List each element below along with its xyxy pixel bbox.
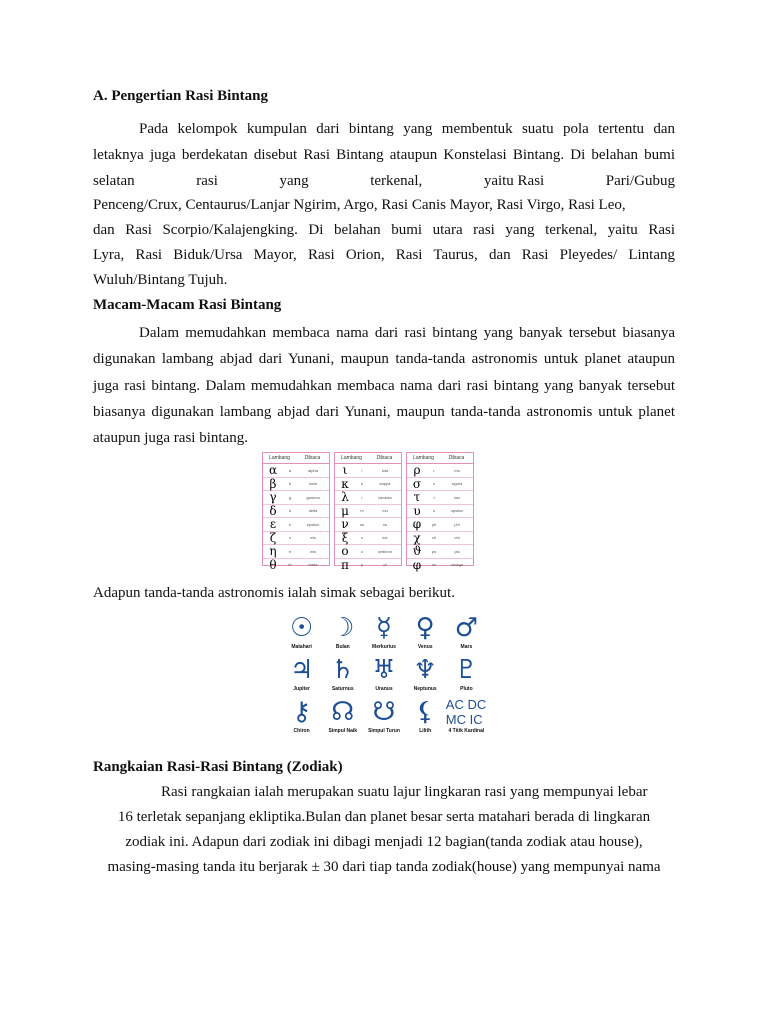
astro-symbol-label: Pluto <box>460 686 473 692</box>
greek-letter-symbol: κ <box>341 476 349 491</box>
greek-letter-abbrev: m <box>360 508 364 514</box>
astro-symbol-cell <box>322 650 363 692</box>
greek-letter-abbrev: s <box>433 481 435 487</box>
astro-symbol-cell <box>405 650 446 692</box>
section-heading-b: Macam-Macam Rasi Bintang <box>93 297 282 313</box>
section-heading-a: A. Pengertian Rasi Bintang <box>93 88 269 104</box>
header-read: Dibaca <box>304 455 321 461</box>
greek-letter-symbol: φ <box>412 517 422 532</box>
astro-symbol-label: Venus <box>417 644 433 650</box>
venus-icon: ♀ <box>415 613 435 643</box>
greek-letter-name: eta <box>310 535 316 541</box>
greek-letter-abbrev: k <box>361 481 363 487</box>
astro-symbol-label: Saturnus <box>331 686 354 692</box>
greek-letter-name: delta <box>308 508 318 514</box>
astro-intro-text: Adapun tanda-tanda astronomis ialah simak sebagai berikut. <box>93 585 455 601</box>
greek-table-row <box>335 505 401 519</box>
saturn-icon: ♄ <box>331 655 355 685</box>
greek-letter-name: pi <box>383 562 387 568</box>
greek-letter-abbrev: g <box>288 494 292 500</box>
astro-symbol-cell <box>322 608 363 650</box>
greek-letter-name: omega <box>450 562 464 568</box>
greek-letter-symbol: μ <box>341 503 349 518</box>
greek-letter-symbol: ι <box>342 463 348 478</box>
greek-letter-name: beta <box>309 481 317 487</box>
para1-line3-word: rasi <box>196 173 218 189</box>
north-node-icon: ☊ <box>331 697 355 727</box>
astro-symbol-label: Merkurius <box>372 644 396 650</box>
greek-table-row <box>407 491 473 505</box>
cardinal-points-icon: AC DC MC IC <box>445 697 487 727</box>
greek-table-row <box>407 478 473 492</box>
astro-symbol-label: Chiron <box>293 728 310 734</box>
greek-letter-abbrev: ps <box>431 548 437 554</box>
para2-text: Dalam memudahkan membaca nama dari rasi bintang yang banyak tersebut biasanya digunakan lambang abjad dari Yunani, maupun tanda-tanda astronomis untuk planet ataupun juga rasi bintang. Dalam memudahkan membaca nama dari rasi bintang yang banyak tersebut biasanya digunakan lambang abjad dari Yunani, maupun tanda-tanda astronomis untuk planet ataupun juga rasi bintang. <box>93 325 675 447</box>
greek-letter-name: chi <box>454 535 460 541</box>
greek-table-row <box>335 478 401 492</box>
astro-symbol-label: Matahari <box>291 644 312 650</box>
greek-letter-name: eta <box>310 548 316 554</box>
greek-table-row <box>407 532 473 546</box>
greek-letter-name: epsilon <box>306 521 320 527</box>
pluto-icon: ♇ <box>454 655 479 685</box>
greek-letter-abbrev: t <box>433 494 435 500</box>
greek-table-row <box>335 532 401 546</box>
greek-table-row <box>407 464 473 478</box>
greek-table-column <box>334 452 402 572</box>
greek-letter-name: rho <box>454 467 460 473</box>
greek-letter-abbrev: ch <box>431 535 437 541</box>
astronomical-symbols-figure <box>281 608 487 734</box>
greek-letter-symbol: υ <box>413 503 421 518</box>
greek-table-row <box>263 518 329 532</box>
para1-line3-word: terkenal, <box>370 173 423 189</box>
greek-table-row <box>407 505 473 519</box>
astro-symbol-label: Neptunus <box>413 686 437 692</box>
greek-table-row <box>335 464 401 478</box>
neptune-icon: ♆ <box>413 655 437 685</box>
para1-line5: dan Rasi Scorpio/Kalajengking. Di belahan bumi utara rasi yang terkenal, yaitu Rasi <box>93 222 675 238</box>
astro-symbol-label: Jupiter <box>293 686 310 692</box>
astro-symbol-cell <box>405 608 446 650</box>
greek-letter-abbrev: l <box>361 494 363 500</box>
greek-letter-symbol: ρ <box>413 463 421 478</box>
greek-letter-abbrev: e <box>288 548 292 554</box>
south-node-icon: ☋ <box>372 697 396 727</box>
astro-symbol-cell <box>446 650 487 692</box>
header-symbol: Lambang <box>413 455 434 461</box>
jupiter-icon: ♃ <box>289 655 314 685</box>
greek-letter-name: upsilon <box>450 508 464 514</box>
greek-letter-abbrev: ph <box>431 521 437 527</box>
para1-line3-word: yang <box>279 173 309 189</box>
para1-line7: Wuluh/Bintang Tujuh. <box>93 272 228 288</box>
astro-symbol-label: Lilith <box>419 728 432 734</box>
greek-letter-abbrev: i <box>361 467 363 473</box>
greek-table-row <box>335 545 401 559</box>
greek-table-column <box>406 452 474 572</box>
greek-table-row <box>263 478 329 492</box>
greek-letter-abbrev: oo <box>431 562 437 568</box>
greek-table-row <box>263 532 329 546</box>
greek-letter-name: alpha <box>308 467 318 473</box>
section-heading-c: Rangkaian Rasi-Rasi Bintang (Zodiak) <box>93 759 343 775</box>
greek-letter-name: phi <box>454 521 460 527</box>
header-read: Dibaca <box>448 455 465 461</box>
greek-letter-symbol: θ <box>269 557 277 572</box>
greek-table-row <box>407 518 473 532</box>
astro-symbol-cell <box>446 608 487 650</box>
para3-line4: masing-masing tanda itu berjarak ± 30 dari tiap tanda zodiak(house) yang mempunyai nama <box>107 859 661 875</box>
astro-symbol-cell <box>322 692 363 734</box>
greek-letter-symbol: ζ <box>269 530 277 545</box>
greek-table-row <box>263 505 329 519</box>
greek-letter-name: mu <box>382 508 388 514</box>
greek-letter-abbrev: o <box>360 548 364 554</box>
mercury-icon: ☿ <box>376 613 392 643</box>
greek-letter-name: tau <box>454 494 460 500</box>
greek-letter-symbol: λ <box>341 490 349 505</box>
para1-line3-word: Pari/Gubug <box>605 173 675 189</box>
greek-alphabet-table <box>262 452 474 572</box>
greek-letter-abbrev: b <box>288 481 292 487</box>
greek-letter-symbol: ϑ <box>412 544 422 559</box>
greek-letter-abbrev: r <box>433 467 435 473</box>
greek-table-row <box>335 559 401 572</box>
greek-letter-name: nu <box>382 521 388 527</box>
greek-letter-symbol: β <box>269 476 277 491</box>
astro-symbol-cell <box>405 692 446 734</box>
greek-letter-abbrev: a <box>288 467 292 473</box>
para1-line3-word: yaitu Rasi <box>483 173 545 189</box>
greek-letter-symbol: γ <box>269 490 277 505</box>
greek-letter-symbol: δ <box>269 503 277 518</box>
greek-letter-symbol: φ <box>412 557 422 572</box>
greek-letter-symbol: ε <box>269 517 277 532</box>
para1-line3-word: selatan <box>93 173 135 189</box>
moon-icon: ☽ <box>331 613 355 643</box>
greek-letter-symbol: ο <box>341 544 349 559</box>
greek-letter-abbrev: u <box>432 508 436 514</box>
astro-symbol-label: Bulan <box>335 644 350 650</box>
para2 <box>93 320 675 451</box>
para1-line6: Lyra, Rasi Biduk/Ursa Mayor, Rasi Orion, Rasi Taurus, dan Rasi Pleyedes/ Lintang <box>93 247 675 263</box>
greek-letter-abbrev: e <box>288 521 292 527</box>
lilith-icon: ⚸ <box>415 697 435 727</box>
astro-symbol-label: Uranus <box>375 686 393 692</box>
para3-line2: 16 terletak sepanjang ekliptika.Bulan dan planet besar serta matahari berada di lingkaran <box>117 809 651 825</box>
para3-line1: Rasi rangkaian ialah merupakan suatu lajur lingkaran rasi yang mempunyai lebar <box>161 784 648 800</box>
greek-table-row <box>263 464 329 478</box>
greek-letter-abbrev: nu <box>359 521 365 527</box>
header-symbol: Lambang <box>269 455 290 461</box>
para1-line2: letaknya juga berdekatan disebut Rasi Bintang ataupun Konstelasi Bintang. Di belahan bumi <box>93 147 675 163</box>
greek-table-row <box>335 518 401 532</box>
greek-letter-symbol: σ <box>412 476 422 491</box>
greek-table-row <box>263 491 329 505</box>
astro-symbol-cell <box>281 692 322 734</box>
chiron-icon: ⚷ <box>292 697 312 727</box>
greek-letter-symbol: η <box>269 544 277 559</box>
greek-table-column <box>262 452 330 572</box>
astro-symbol-label: Simpul Turun <box>368 728 400 734</box>
greek-letter-name: ksi <box>382 535 388 541</box>
astro-symbol-cell <box>281 650 322 692</box>
astro-symbol-cell <box>363 608 404 650</box>
greek-letter-abbrev: p <box>360 562 364 568</box>
greek-letter-symbol: π <box>341 557 349 572</box>
greek-letter-name: omikron <box>377 548 393 554</box>
greek-table-row <box>407 545 473 559</box>
astro-symbol-label: Simpul Naik <box>328 728 358 734</box>
astro-symbol-label: 4 Titik Kardinal <box>448 728 485 734</box>
header-symbol: Lambang <box>341 455 362 461</box>
astro-symbol-label: Mars <box>460 644 473 650</box>
astro-symbol-cell <box>446 692 487 734</box>
greek-letter-abbrev: d <box>288 508 292 514</box>
greek-letter-name: psi <box>454 548 460 554</box>
greek-letter-name: lambda <box>378 494 392 500</box>
greek-table-row <box>335 491 401 505</box>
sun-icon: ☉ <box>289 613 314 643</box>
para3-line3: zodiak ini. Adapun dari zodiak ini dibagi menjadi 12 bagian(tanda zodiak atau house), <box>125 834 643 850</box>
greek-letter-name: gamma <box>306 494 320 500</box>
greek-letter-name: kappa <box>379 481 391 487</box>
uranus-icon: ♅ <box>372 655 396 685</box>
greek-letter-abbrev: th <box>288 562 292 568</box>
greek-letter-name: theta <box>308 562 318 568</box>
greek-table-row <box>263 545 329 559</box>
greek-letter-abbrev: x <box>361 535 363 541</box>
para1-line4: Penceng/Crux, Centaurus/Lanjar Ngirim, Argo, Rasi Canis Mayor, Rasi Virgo, Rasi Leo, <box>93 197 626 213</box>
greek-table-row <box>407 559 473 572</box>
para1-line3 <box>93 173 675 190</box>
greek-letter-abbrev: z <box>289 535 291 541</box>
mars-icon: ♂ <box>454 613 479 643</box>
greek-letter-symbol: χ <box>413 530 421 545</box>
astro-symbol-cell <box>363 650 404 692</box>
greek-letter-symbol: ξ <box>341 530 349 545</box>
greek-table-row <box>263 559 329 572</box>
greek-letter-name: iota <box>381 467 389 473</box>
para1-line1: Pada kelompok kumpulan dari bintang yang membentuk suatu pola tertentu dan <box>139 121 675 137</box>
greek-letter-symbol: ν <box>341 517 349 532</box>
header-read: Dibaca <box>376 455 393 461</box>
astro-symbol-cell <box>363 692 404 734</box>
astro-symbol-cell <box>281 608 322 650</box>
greek-letter-name: sigma <box>451 481 463 487</box>
greek-letter-symbol: τ <box>413 490 421 505</box>
greek-letter-symbol: α <box>268 463 278 478</box>
